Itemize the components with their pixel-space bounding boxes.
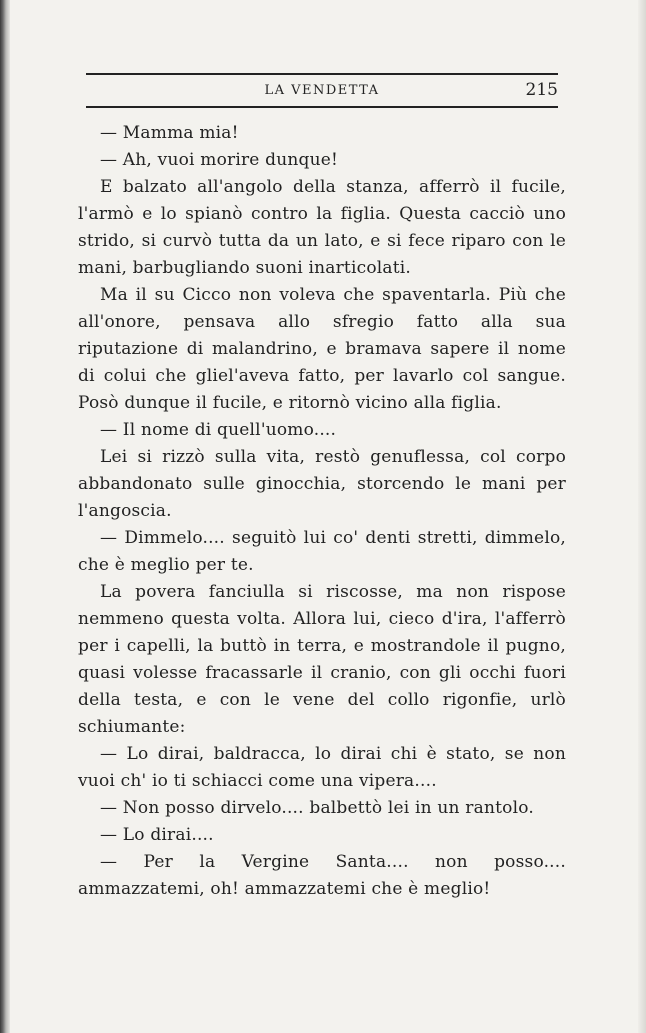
- paragraph: — Il nome di quell'uomo....: [100, 420, 337, 440]
- paragraph: Lei si rizzò sulla vita, restò genuflessa, col corpo abbandonato sulle ginocchia, storcendo le mani per l'angoscia.: [78, 447, 566, 521]
- paragraph: — Lo dirai....: [100, 825, 214, 845]
- paragraph: E balzato all'angolo della stanza, afferrò il fucile, l'armò e lo spianò contro la figlia. Questa cacciò uno strido, si curvò tutta da un lato, e si fece riparo con le mani, barbugliando suoni inarticolati.: [78, 177, 566, 278]
- paragraph: — Per la Vergine Santa.... non posso.... ammazzatemi, oh! ammazzatemi che è meglio!: [78, 852, 566, 899]
- paragraph: — Lo dirai, baldracca, lo dirai chi è stato, se non vuoi ch' io ti schiacci come una vipera....: [78, 744, 566, 791]
- paragraph: La povera fanciulla si riscosse, ma non rispose nemmeno questa volta. Allora lui, cieco d'ira, l'afferrò per i capelli, la buttò in terra, e mostrandole il pugno, quasi volesse fracassarle il cranio, con gli occhi fuori della testa, e con le vene del collo rigonfie, urlò schiumante:: [78, 582, 566, 737]
- page-edge-shadow: [0, 0, 10, 1033]
- paragraph: — Ah, vuoi morire dunque!: [100, 150, 339, 170]
- running-title: LA VENDETTA: [264, 83, 380, 98]
- page-header: [86, 73, 558, 109]
- paragraph: — Non posso dirvelo.... balbettò lei in un rantolo.: [100, 798, 534, 818]
- header-rule-bottom: [86, 106, 558, 108]
- paragraph: Ma il su Cicco non voleva che spaventarla. Più che all'onore, pensava allo sfregio fatto alla sua riputazione di malandrino, e bramava sapere il nome di colui che gliel'aveva fatto, per lavarlo col sangue. Posò dunque il fucile, e ritornò vicino alla figlia.: [78, 285, 566, 413]
- body-text: [78, 120, 566, 903]
- header-rule-top: [86, 73, 558, 75]
- paragraph: — Dimmelo.... seguitò lui co' denti stretti, dimmelo, che è meglio per te.: [78, 528, 566, 575]
- paragraph: — Mamma mia!: [100, 123, 239, 143]
- page-number: 215: [525, 80, 558, 100]
- page-edge-right: [638, 0, 646, 1033]
